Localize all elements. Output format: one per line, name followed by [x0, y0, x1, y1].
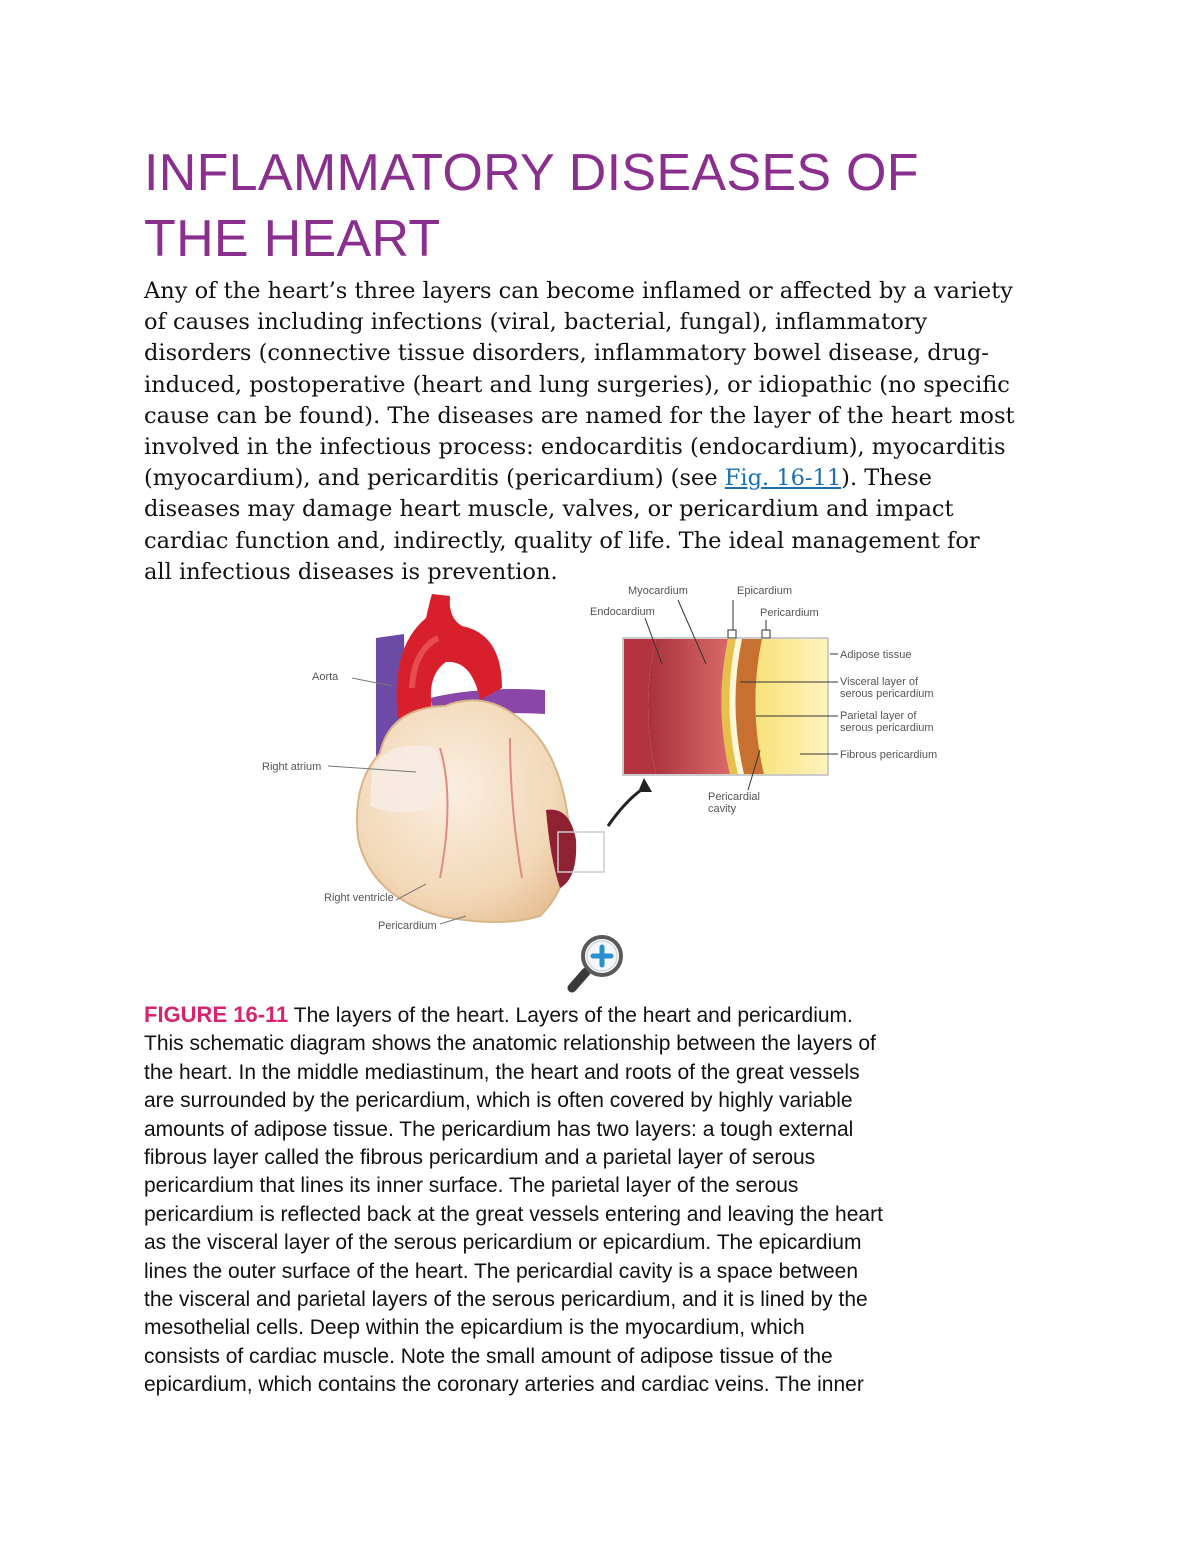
caption-line: This schematic diagram shows the anatomic relationship between the layers of	[144, 1032, 876, 1056]
label-cavity-1: Pericardial	[708, 791, 760, 803]
label-parietal-1: Parietal layer of	[840, 710, 917, 722]
layers-panel	[623, 638, 828, 775]
label-visceral-1: Visceral layer of	[840, 676, 919, 688]
caption-line	[144, 1001, 1044, 1030]
paragraph-line: Any of the heart’s three layers can become inflamed or affected by a variety	[144, 278, 1013, 304]
caption-line: fibrous layer called the fibrous pericardium and a parietal layer of serous	[144, 1146, 816, 1170]
caption-line: the heart. In the middle mediastinum, the heart and roots of the great vessels	[144, 1060, 860, 1084]
paragraph-line	[144, 463, 1064, 494]
epicardium-marker	[728, 630, 736, 638]
caption-line: are surrounded by the pericardium, which is often covered by highly variable	[144, 1089, 853, 1113]
label-fibrous: Fibrous pericardium	[840, 749, 938, 761]
caption-line: as the visceral layer of the serous pericardium or epicardium. The epicardium	[144, 1231, 862, 1255]
line-text: (myocardium), and pericarditis (pericardium) (see	[144, 465, 725, 492]
paragraph-line: cardiac function and, indirectly, quality of life. The ideal management for	[144, 527, 980, 554]
page-title	[144, 140, 1044, 272]
paragraph-line: disorders (connective tissue disorders, inflammatory bowel disease, drug-	[144, 340, 989, 367]
label-adipose: Adipose tissue	[840, 649, 912, 661]
label-pericardium-layer: Pericardium	[760, 607, 819, 619]
label-pericardium: Pericardium	[378, 920, 437, 932]
zoom-in-button[interactable]	[566, 934, 630, 994]
figure-caption	[144, 1001, 1044, 1400]
paragraph-line: of causes including infections (viral, bacterial, fungal), inflammatory	[144, 309, 928, 336]
title-line-2: THE HEART	[144, 210, 441, 268]
paragraph-line: all infectious diseases is prevention.	[144, 558, 558, 585]
paragraph-line: involved in the infectious process: endocarditis (endocardium), myocarditis	[144, 434, 1006, 461]
caption-line: pericardium that lines its inner surface. The parietal layer of the serous	[144, 1174, 799, 1198]
label-aorta: Aorta	[312, 671, 339, 683]
paragraph-line: induced, postoperative (heart and lung surgeries), or idiopathic (no specific	[144, 371, 1010, 398]
caption-text: The layers of the heart. Layers of the heart and pericardium.	[288, 1004, 853, 1027]
label-parietal-2: serous pericardium	[840, 722, 934, 734]
caption-line: the visceral and parietal layers of the serous pericardium, and it is lined by the	[144, 1288, 868, 1312]
heart-layers-figure	[240, 578, 960, 993]
figure-link[interactable]: Fig. 16-11	[724, 465, 842, 492]
label-cavity-2: cavity	[708, 803, 737, 815]
intro-paragraph	[144, 276, 1064, 588]
label-endocardium: Endocardium	[590, 606, 655, 618]
caption-line: lines the outer surface of the heart. The pericardial cavity is a space between	[144, 1259, 859, 1283]
label-right-atrium: Right atrium	[262, 761, 322, 773]
magnifier-plus-icon	[566, 934, 630, 994]
label-right-ventricle: Right ventricle	[324, 892, 394, 904]
caption-line: mesothelial cells. Deep within the epicardium is the myocardium, which	[144, 1316, 805, 1340]
label-visceral-2: serous pericardium	[840, 688, 934, 700]
caption-line: consists of cardiac muscle. Note the small amount of adipose tissue of the	[144, 1344, 833, 1368]
paragraph-line: cause can be found). The diseases are named for the layer of the heart most	[144, 402, 1015, 429]
label-epicardium: Epicardium	[737, 585, 793, 597]
title-line-1: INFLAMMATORY DISEASES OF	[144, 144, 919, 202]
pericardium-marker	[762, 630, 770, 638]
caption-line: amounts of adipose tissue. The pericardium has two layers: a tough external	[144, 1117, 854, 1141]
paragraph-line: diseases may damage heart muscle, valves, or pericardium and impact	[144, 496, 954, 523]
line-text: ). These	[841, 465, 932, 492]
zoom-arrowhead	[638, 778, 652, 792]
figure-label: FIGURE 16-11	[144, 1002, 289, 1027]
zoom-arrow	[608, 788, 644, 826]
caption-line: epicardium, which contains the coronary arteries and cardiac veins. The inner	[144, 1373, 864, 1397]
label-myocardium: Myocardium	[628, 585, 688, 597]
heart-layers-illustration	[240, 578, 960, 938]
caption-line: pericardium is reflected back at the great vessels entering and leaving the heart	[144, 1202, 883, 1226]
